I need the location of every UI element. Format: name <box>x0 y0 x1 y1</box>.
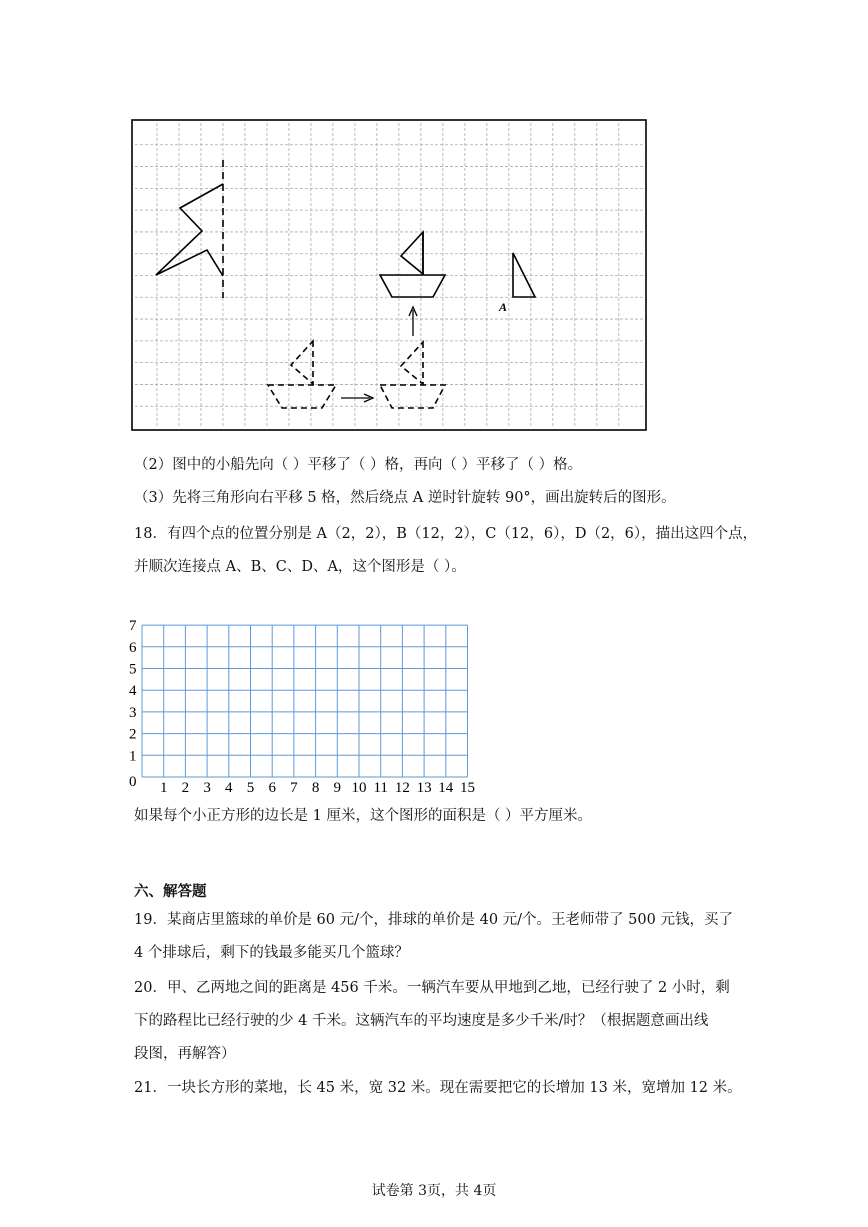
q19-line2: 4 个排球后，剩下的钱最多能买几个篮球？ <box>134 945 409 961</box>
q20-line1: 20．甲、乙两地之间的距离是 456 千米。一辆汽车要从甲地到乙地，已经行驶了 2 小时，剩 <box>134 980 730 996</box>
x-tick-label: 10 <box>351 780 367 796</box>
point-a-label: A <box>499 300 508 314</box>
x-tick-label: 8 <box>311 780 320 796</box>
coordinate-grid-lines <box>142 625 468 777</box>
boat-hull-solid <box>380 275 445 297</box>
boat-sail-solid <box>401 232 423 274</box>
x-tick-label: 14 <box>438 780 454 796</box>
q18-line2: 并顺次连接点 A、B、C、D、A，这个图形是（ ）。 <box>134 559 466 575</box>
x-tick-label: 11 <box>373 780 388 796</box>
q17-part2: （2）图中的小船先向（ ）平移了（ ）格，再向（ ）平移了（ ）格。 <box>134 457 583 473</box>
x-tick-label: 6 <box>268 780 276 796</box>
x-axis-labels <box>160 780 475 796</box>
triangle <box>513 253 535 297</box>
y-tick-label: 4 <box>129 683 137 700</box>
q20-line3: 段图，再解答） <box>134 1046 236 1062</box>
x-tick-label: 5 <box>246 780 255 796</box>
x-tick-label: 15 <box>460 780 475 796</box>
x-tick-label: 4 <box>225 780 233 796</box>
origin-label: 0 <box>129 774 137 790</box>
q18-area-question: 如果每个小正方形的边长是 1 厘米，这个图形的面积是（ ）平方厘米。 <box>134 808 593 824</box>
x-tick-label: 1 <box>159 780 168 796</box>
x-tick-label: 2 <box>181 780 190 796</box>
q21-line1: 21．一块长方形的菜地，长 45 米，宽 32 米。现在需要把它的长增加 13 米，宽增加 12 米。 <box>134 1080 742 1096</box>
section6-title: 六、解答题 <box>134 884 207 900</box>
x-tick-label: 13 <box>416 780 432 796</box>
transformation-figure <box>130 118 650 434</box>
coordinate-grid <box>125 615 485 800</box>
q19-line1: 19．某商店里篮球的单价是 60 元/个，排球的单价是 40 元/个。王老师带了 500 元钱，买了 <box>134 912 733 928</box>
x-tick-label: 7 <box>290 780 298 796</box>
half-shape <box>156 184 223 276</box>
x-tick-label: 9 <box>333 780 342 796</box>
y-tick-label: 3 <box>129 704 137 721</box>
y-tick-label: 2 <box>129 726 137 743</box>
x-tick-label: 12 <box>394 780 410 796</box>
page-footer: 试卷第 3页，共 4页 <box>371 1183 497 1199</box>
y-tick-label: 5 <box>129 661 137 678</box>
y-tick-label: 6 <box>129 639 137 656</box>
q20-line2: 下的路程比已经行驶的少 4 千米。这辆汽车的平均速度是多少千米/时？（根据题意画出线 <box>134 1013 709 1029</box>
y-tick-label: 7 <box>129 618 137 635</box>
y-axis-labels <box>129 618 137 764</box>
y-tick-label: 1 <box>129 748 137 765</box>
q17-part3: （3）先将三角形向右平移 5 格，然后绕点 A 逆时针旋转 90°，画出旋转后的图形。 <box>134 490 676 506</box>
boat-hull-original <box>268 385 336 408</box>
q18-line1: 18．有四个点的位置分别是 A（2，2），B（12，2），C（12，6），D（2，6），描出这四个点， <box>134 526 758 542</box>
boat-hull-intermediate <box>380 385 445 408</box>
x-tick-label: 3 <box>203 780 211 796</box>
